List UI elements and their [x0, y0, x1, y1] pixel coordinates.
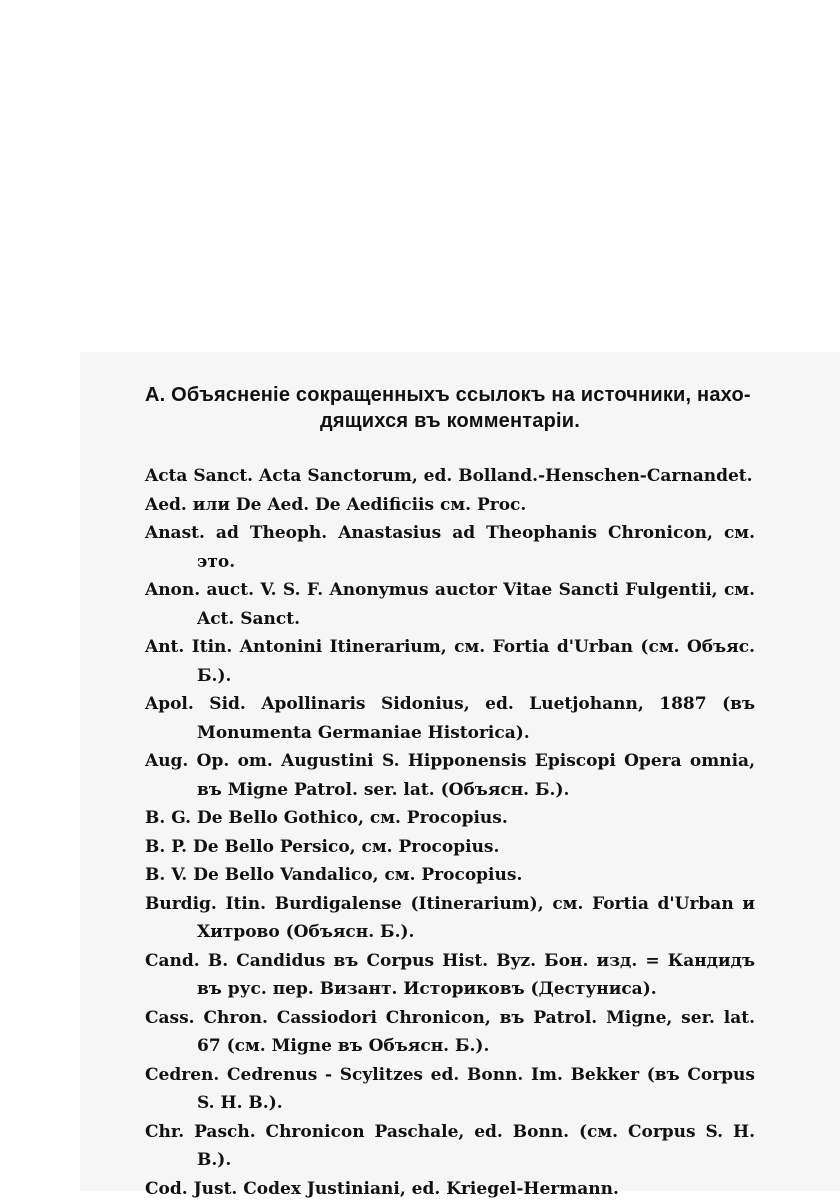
abbreviation-entry: Apol. Sid. Apollinaris Sidonius, ed. Luetjohann, 1887 (въ Monumenta Germaniae Historica). — [145, 690, 755, 747]
abbreviation-entry: Ant. Itin. Antonini Itinerarium, см. Fortia d'Urban (см. Объяс. Б.). — [145, 633, 755, 690]
abbreviation-entry: Chr. Pasch. Chronicon Paschale, ed. Bonn. (см. Corpus S. H. B.). — [145, 1118, 755, 1175]
abbreviation-entry: Acta Sanct. Acta Sanctorum, ed. Bolland.-Henschen-Carnandet. — [145, 462, 755, 491]
abbreviation-entry: Burdig. Itin. Burdigalense (Itinerarium), см. Fortia d'Urban и Хитрово (Объясн. Б.). — [145, 890, 755, 947]
abbreviation-entry: Aug. Op. om. Augustini S. Hipponensis Episcopi Opera omnia, въ Migne Patrol. ser. lat. (Объясн. Б.). — [145, 747, 755, 804]
heading-line-1: А. Объясненіе сокращенныхъ ссылокъ на источники, нахо- — [145, 382, 755, 408]
abbreviation-entry: Cand. B. Candidus въ Corpus Hist. Byz. Бон. изд. = Кандидъ въ рус. пер. Визант. Историковъ (Дестуниса). — [145, 947, 755, 1004]
abbreviation-entry: Aed. или De Aed. De Aedificiis см. Proc. — [145, 491, 755, 520]
abbreviation-entry: Anast. ad Theoph. Anastasius ad Theophanis Chronicon, см. это. — [145, 519, 755, 576]
abbreviation-entry: Cass. Chron. Cassiodori Chronicon, въ Patrol. Migne, ser. lat. 67 (см. Migne въ Объясн. Б.). — [145, 1004, 755, 1061]
abbreviation-entry: B. P. De Bello Persico, см. Procopius. — [145, 833, 755, 862]
abbreviation-entry: B. V. De Bello Vandalico, см. Procopius. — [145, 861, 755, 890]
abbreviation-entry: Cod. Just. Codex Justiniani, ed. Kriegel-Hermann. — [145, 1175, 755, 1203]
abbreviation-entry: Anon. auct. V. S. F. Anonymus auctor Vitae Sancti Fulgentii, см. Act. Sanct. — [145, 576, 755, 633]
abbreviation-entry: Cedren. Cedrenus - Scylitzes ed. Bonn. Im. Bekker (въ Corpus S. H. B.). — [145, 1061, 755, 1118]
heading-line-2: дящихся въ комментаріи. — [145, 408, 755, 434]
abbreviation-list — [145, 462, 755, 1203]
section-heading — [145, 382, 755, 434]
abbreviations-section — [145, 382, 755, 1203]
abbreviation-entry: B. G. De Bello Gothico, см. Procopius. — [145, 804, 755, 833]
